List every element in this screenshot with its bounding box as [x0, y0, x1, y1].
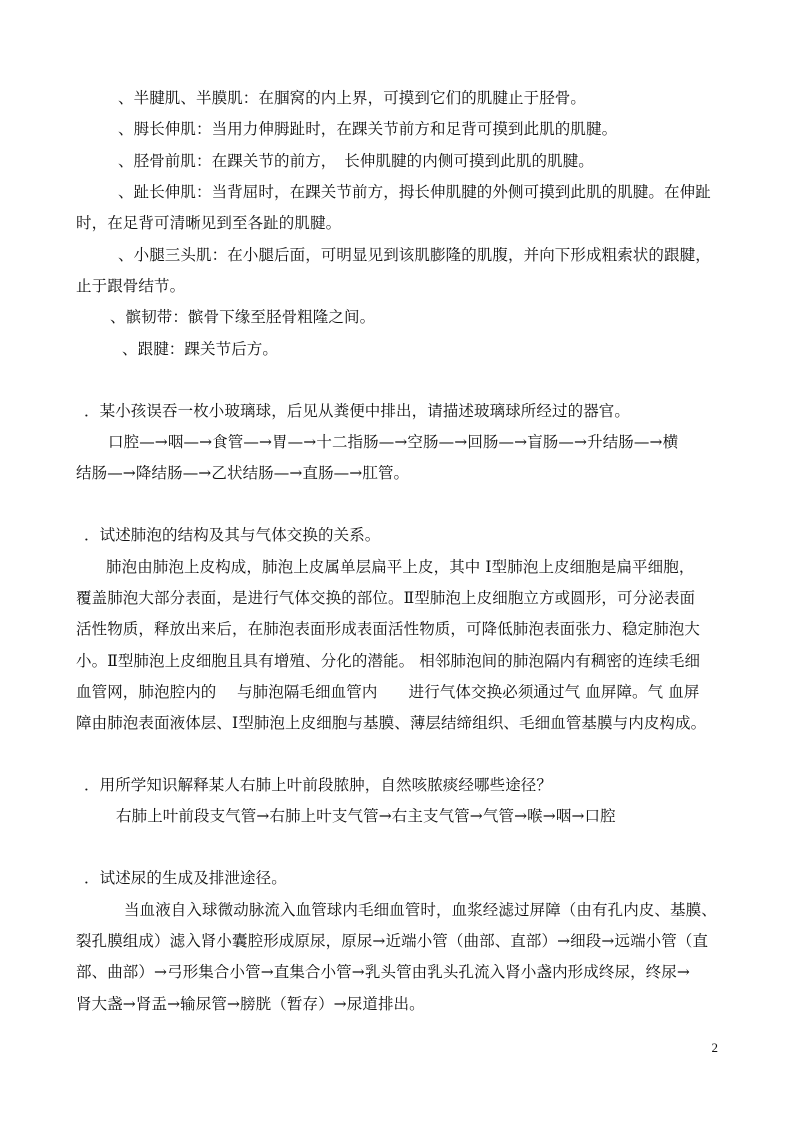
answer-alveoli-line-5: 血管网，肺泡腔内的 与肺泡隔毛细血管内 进行气体交换必须通过气 血屏障。气 血屏 [76, 683, 700, 701]
muscle-digitorum-line: 、趾长伸肌：当背屈时，在踝关节前方，拇长伸肌腱的外侧可摸到此肌的肌腱。在伸趾 [118, 183, 711, 201]
muscle-triceps-line-cont: 止于跟骨结节。 [76, 277, 186, 295]
answer-alveoli-line-6: 障由肺泡表面液体层、Ⅰ型肺泡上皮细胞与基膜、薄层结缔组织、毛细血管基膜与内皮构成。 [76, 714, 707, 732]
answer-alveoli-line-1: 肺泡由肺泡上皮构成，肺泡上皮属单层扁平上皮，其中 Ⅰ型肺泡上皮细胞是扁平细胞， [106, 558, 695, 576]
page-number: 2 [711, 1040, 718, 1055]
answer-marble-line-2: 结肠—→降结肠—→乙状结肠—→直肠—→肛管。 [76, 464, 410, 482]
answer-sputum: 右肺上叶前段支气管→右肺上叶支气管→右主支气管→气管→喉→咽→口腔 [116, 807, 616, 825]
answer-urine-line-2: 裂孔膜组成）滤入肾小囊腔形成原尿，原尿→近端小管（曲部、直部）→细段→远端小管（直 [76, 932, 709, 950]
answer-urine-line-3: 部、曲部）→弓形集合小管→直集合小管→乳头管由乳头孔流入肾小盏内形成终尿，终尿→ [76, 963, 690, 981]
question-sputum: ．用所学知识解释某人右肺上叶前段脓肿，自然咳脓痰经哪些途径？ [84, 776, 553, 794]
muscle-digitorum-line-cont: 时，在足背可清晰见到至各趾的肌腱。 [76, 214, 342, 232]
question-marble: ．某小孩误吞一枚小玻璃球，后见从粪便中排出，请描述玻璃球所经过的器官。 [84, 402, 631, 420]
muscle-patellar-line: 、髌韧带：髌骨下缘至胫骨粗隆之间。 [110, 308, 376, 326]
answer-alveoli-line-2: 覆盖肺泡大部分表面，是进行气体交换的部位。Ⅱ型肺泡上皮细胞立方或圆形，可分泌表面 [76, 589, 696, 607]
muscle-achilles-line: 、跟腱：踝关节后方。 [122, 340, 279, 358]
muscle-hallucis-line: 、胟长伸肌：当用力伸胟趾时，在踝关节前方和足背可摸到此肌的肌腱。 [118, 120, 618, 138]
muscle-triceps-line: 、小腿三头肌：在小腿后面，可明显见到该肌膨隆的肌腹，并向下形成粗索状的跟腱， [118, 246, 711, 264]
answer-alveoli-line-3: 活性物质，释放出来后，在肺泡表面形成表面活性物质，可降低肺泡表面张力、稳定肺泡大 [76, 620, 701, 638]
question-alveoli: ．试述肺泡的结构及其与气体交换的关系。 [84, 526, 381, 544]
answer-urine-line-4: 肾大盏→肾盂→输尿管→膀胱（暂存）→尿道排出。 [76, 995, 425, 1013]
answer-marble-line-1: 口腔—→咽—→食管—→胃—→十二指肠—→空肠—→回肠—→盲肠—→升结肠—→横 [108, 433, 679, 451]
muscle-tibialis-line: 、胫骨前肌：在踝关节的前方， 长伸肌腱的内侧可摸到此肌的肌腱。 [118, 152, 594, 170]
question-urine: ．试述尿的生成及排泄途径。 [84, 869, 287, 887]
answer-urine-line-1: 当血液自入球微动脉流入血管球内毛细血管时，血浆经滤过屏障（由有孔内皮、基膜、 [124, 901, 717, 919]
answer-alveoli-line-4: 小。Ⅱ型肺泡上皮细胞且具有增殖、分化的潜能。 相邻肺泡间的肺泡隔内有稠密的连续毛细 [76, 652, 701, 670]
muscle-semitendinosus-line: 、半腱肌、半膜肌：在腘窝的内上界，可摸到它们的肌腱止于胫骨。 [118, 89, 587, 107]
